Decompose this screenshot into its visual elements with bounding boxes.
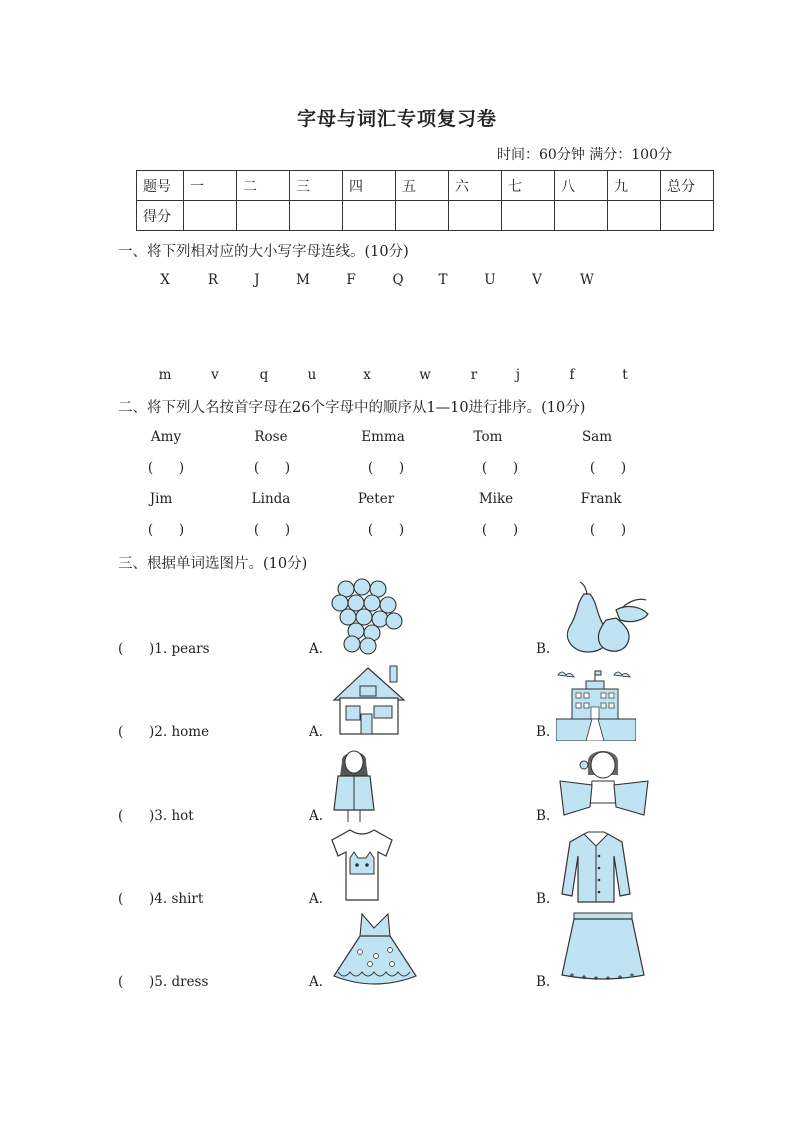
score-input-cell[interactable] xyxy=(184,201,237,231)
order-blank[interactable]: ( ) xyxy=(147,460,185,476)
school-icon[interactable] xyxy=(556,667,636,745)
table-cell: 七 xyxy=(502,171,555,201)
section-2-heading: 二、将下列人名按首字母在26个字母中的顺序从1—10进行排序。(10分) xyxy=(118,400,586,416)
question-2[interactable]: ( )2. home xyxy=(118,724,210,740)
person-name: Linda xyxy=(251,491,291,507)
lowercase-letter[interactable]: j xyxy=(515,367,521,383)
girl-taking-off-coat-icon[interactable] xyxy=(556,745,652,823)
grapes-icon[interactable] xyxy=(328,577,408,655)
lowercase-letter[interactable]: x xyxy=(363,367,371,383)
question-4[interactable]: ( )4. shirt xyxy=(118,891,204,907)
score-input-cell[interactable] xyxy=(502,201,555,231)
uppercase-letter[interactable]: J xyxy=(254,272,260,288)
uppercase-letter[interactable]: V xyxy=(532,272,542,288)
table-cell: 三 xyxy=(290,171,343,201)
table-cell: 六 xyxy=(449,171,502,201)
lowercase-letter[interactable]: v xyxy=(211,367,219,383)
option-a-label[interactable]: A. xyxy=(309,641,324,657)
order-blank[interactable]: ( ) xyxy=(481,460,519,476)
table-cell: 八 xyxy=(555,171,608,201)
person-name: Amy xyxy=(150,429,182,445)
person-name: Frank xyxy=(580,491,622,507)
lowercase-letter[interactable]: q xyxy=(259,367,269,383)
uppercase-letter[interactable]: R xyxy=(207,272,219,288)
person-name: Sam xyxy=(581,429,613,445)
uppercase-letter[interactable]: U xyxy=(484,272,496,288)
lowercase-letter[interactable]: f xyxy=(569,367,575,383)
order-blank[interactable]: ( ) xyxy=(253,460,291,476)
score-input-cell[interactable] xyxy=(237,201,290,231)
table-cell: 得分 xyxy=(137,201,184,231)
section-3-heading: 三、根据单词选图片。(10分) xyxy=(118,556,308,572)
shirt-icon[interactable] xyxy=(560,830,640,908)
option-b-label[interactable]: B. xyxy=(536,891,551,907)
score-input-cell[interactable] xyxy=(555,201,608,231)
option-b-label[interactable]: B. xyxy=(536,808,551,824)
table-cell: 九 xyxy=(608,171,661,201)
person-name: Mike xyxy=(478,491,514,507)
lowercase-letter[interactable]: m xyxy=(158,367,172,383)
person-name: Emma xyxy=(361,429,405,445)
option-a-label[interactable]: A. xyxy=(309,974,324,990)
order-blank[interactable]: ( ) xyxy=(589,522,627,538)
option-a-label[interactable]: A. xyxy=(309,808,324,824)
uppercase-letter[interactable]: M xyxy=(296,272,310,288)
table-cell: 总分 xyxy=(661,171,714,201)
table-cell: 四 xyxy=(343,171,396,201)
order-blank[interactable]: ( ) xyxy=(367,522,405,538)
score-input-cell[interactable] xyxy=(608,201,661,231)
question-5[interactable]: ( )5. dress xyxy=(118,974,209,990)
option-a-label[interactable]: A. xyxy=(309,724,324,740)
person-name: Peter xyxy=(357,491,395,507)
t-shirt-icon[interactable] xyxy=(330,828,410,906)
score-input-cell[interactable] xyxy=(290,201,343,231)
section-1-heading: 一、将下列相对应的大小写字母连线。(10分) xyxy=(118,244,409,260)
option-a-label[interactable]: A. xyxy=(309,891,324,907)
order-blank[interactable]: ( ) xyxy=(367,460,405,476)
table-cell: 一 xyxy=(184,171,237,201)
pears-icon[interactable] xyxy=(560,580,656,658)
score-input-cell[interactable] xyxy=(396,201,449,231)
person-name: Tom xyxy=(473,429,503,445)
dress-icon[interactable] xyxy=(330,912,420,990)
lowercase-letter[interactable]: w xyxy=(419,367,431,383)
person-name: Jim xyxy=(149,491,173,507)
lowercase-letter[interactable]: t xyxy=(622,367,628,383)
question-1[interactable]: ( )1. pears xyxy=(118,641,210,657)
house-icon[interactable] xyxy=(330,662,410,740)
score-input-cell[interactable] xyxy=(661,201,714,231)
uppercase-letter[interactable]: W xyxy=(580,272,594,288)
uppercase-letter[interactable]: T xyxy=(438,272,448,288)
girl-wearing-coat-icon[interactable] xyxy=(330,746,380,824)
skirt-icon[interactable] xyxy=(558,911,648,989)
uppercase-letter[interactable]: F xyxy=(346,272,356,288)
score-table-header-row xyxy=(137,171,714,201)
order-blank[interactable]: ( ) xyxy=(481,522,519,538)
table-cell: 二 xyxy=(237,171,290,201)
order-blank[interactable]: ( ) xyxy=(147,522,185,538)
person-name: Rose xyxy=(254,429,288,445)
order-blank[interactable]: ( ) xyxy=(589,460,627,476)
time-and-score-info: 时间：60分钟 满分：100分 xyxy=(497,147,672,163)
lowercase-letter[interactable]: r xyxy=(470,367,478,383)
uppercase-letter[interactable]: X xyxy=(160,272,170,288)
option-b-label[interactable]: B. xyxy=(536,641,551,657)
table-cell: 五 xyxy=(396,171,449,201)
score-table-score-row xyxy=(137,201,714,231)
table-cell: 题号 xyxy=(137,171,184,201)
score-input-cell[interactable] xyxy=(449,201,502,231)
option-b-label[interactable]: B. xyxy=(536,974,551,990)
page-title: 字母与词汇专项复习卷 xyxy=(296,108,497,130)
question-3[interactable]: ( )3. hot xyxy=(118,808,194,824)
order-blank[interactable]: ( ) xyxy=(253,522,291,538)
option-b-label[interactable]: B. xyxy=(536,724,551,740)
score-table xyxy=(136,170,714,231)
lowercase-letter[interactable]: u xyxy=(307,367,317,383)
uppercase-letter[interactable]: Q xyxy=(392,272,404,288)
score-input-cell[interactable] xyxy=(343,201,396,231)
